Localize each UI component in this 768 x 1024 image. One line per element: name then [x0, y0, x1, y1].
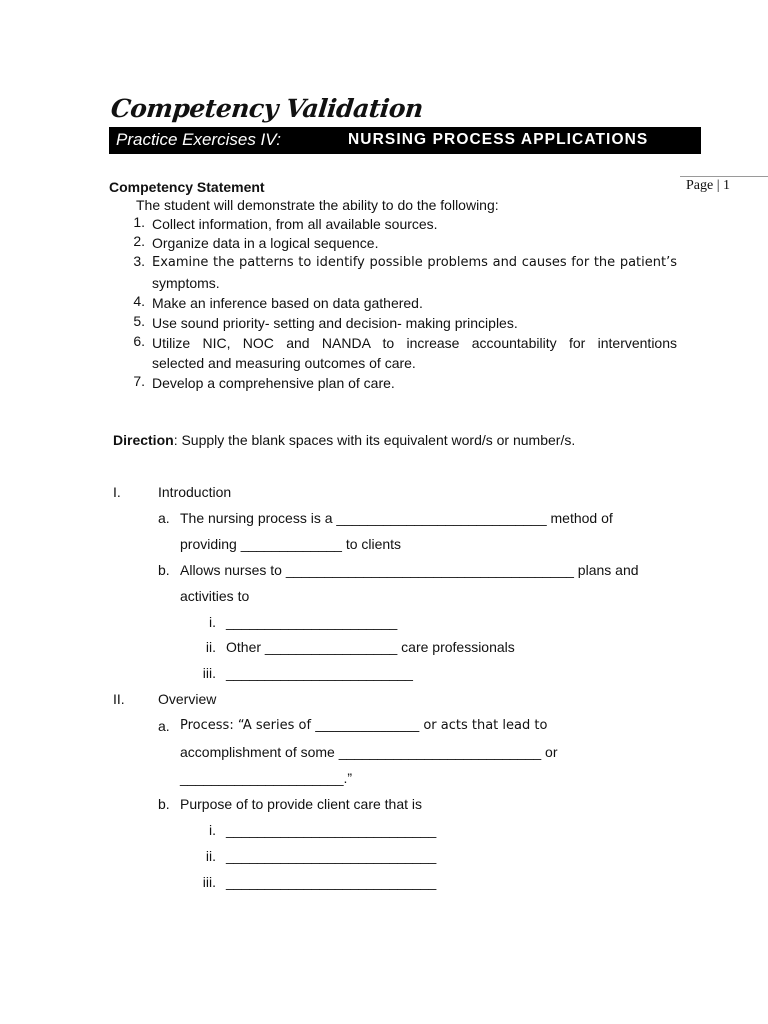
subitem-label: i. — [209, 614, 216, 630]
fill-blank-line: ___________________________ — [226, 874, 437, 890]
item-label: a. — [158, 718, 170, 734]
list-text: Utilize NIC, NOC and NANDA to increase accountability for interventions — [152, 335, 677, 351]
list-text: Develop a comprehensive plan of care. — [152, 375, 395, 391]
section-number: II. — [113, 691, 125, 707]
item-label: a. — [158, 510, 170, 526]
section-title: Overview — [158, 691, 217, 707]
subitem-label: i. — [209, 822, 216, 838]
list-number: 1. — [133, 214, 145, 230]
list-text: Use sound priority- setting and decision- making principles. — [152, 315, 518, 331]
fill-blank-line: ___________________________ — [226, 848, 437, 864]
item-label: b. — [158, 562, 170, 578]
direction-line — [113, 432, 575, 448]
section-title: Introduction — [158, 484, 232, 500]
list-number: 4. — [133, 293, 145, 309]
document-title: Competency Validation — [109, 94, 425, 123]
direction-text: : Supply the blank spaces with its equivalent word/s or number/s. — [173, 432, 576, 448]
page-number: Page | 1 — [686, 178, 731, 193]
list-number: 7. — [133, 373, 145, 389]
subitem-label: iii. — [202, 874, 216, 890]
fill-blank-line: The nursing process is a ___________________________ method of — [180, 510, 613, 526]
list-number: 6. — [133, 333, 145, 349]
page-number-rule — [680, 176, 768, 177]
subitem-label: ii. — [205, 639, 216, 655]
list-text-continued: selected and measuring outcomes of care. — [152, 355, 416, 371]
list-text: Make an inference based on data gathered. — [152, 295, 423, 311]
direction-label: Direction — [113, 432, 174, 448]
subitem-label: ii. — [205, 848, 216, 864]
list-text: Examine the patterns to identify possible problems and causes for the patient’s — [152, 255, 677, 270]
list-text: Organize data in a logical sequence. — [152, 235, 379, 251]
fill-blank-line: Allows nurses to _____________________________________ plans and — [180, 562, 639, 578]
title-banner — [109, 127, 701, 154]
list-text: Collect information, from all available sources. — [152, 216, 438, 232]
banner-subtitle: Practice Exercises IV: — [116, 130, 282, 149]
subitem-label: iii. — [202, 665, 216, 681]
fill-blank-line: ___________________________ — [226, 822, 437, 838]
competency-heading: Competency Statement — [109, 179, 265, 195]
fill-blank-line: activities to — [180, 588, 250, 604]
list-text-continued: symptoms. — [152, 275, 220, 291]
fill-blank-line: Purpose of to provide client care that is — [180, 796, 423, 812]
item-label: b. — [158, 796, 170, 812]
fill-blank-line: _____________________.” — [180, 770, 353, 786]
list-number: 2. — [133, 233, 145, 249]
fill-blank-line: ______________________ — [226, 614, 398, 630]
fill-blank-line: accomplishment of some __________________________ or — [180, 744, 558, 760]
fill-blank-line: providing _____________ to clients — [180, 536, 402, 552]
fill-blank-line: ________________________ — [226, 665, 413, 681]
list-number: 5. — [133, 313, 145, 329]
banner-heading: NURSING PROCESS APPLICATIONS — [348, 131, 649, 148]
section-number: I. — [113, 484, 121, 500]
competency-intro: The student will demonstrate the ability to do the following: — [136, 197, 499, 213]
fill-blank-line: Process: “A series of ________________ or acts that lead to — [180, 718, 548, 733]
list-number: 3. — [133, 253, 145, 269]
fill-blank-line: Other _________________ care professionals — [226, 639, 515, 655]
